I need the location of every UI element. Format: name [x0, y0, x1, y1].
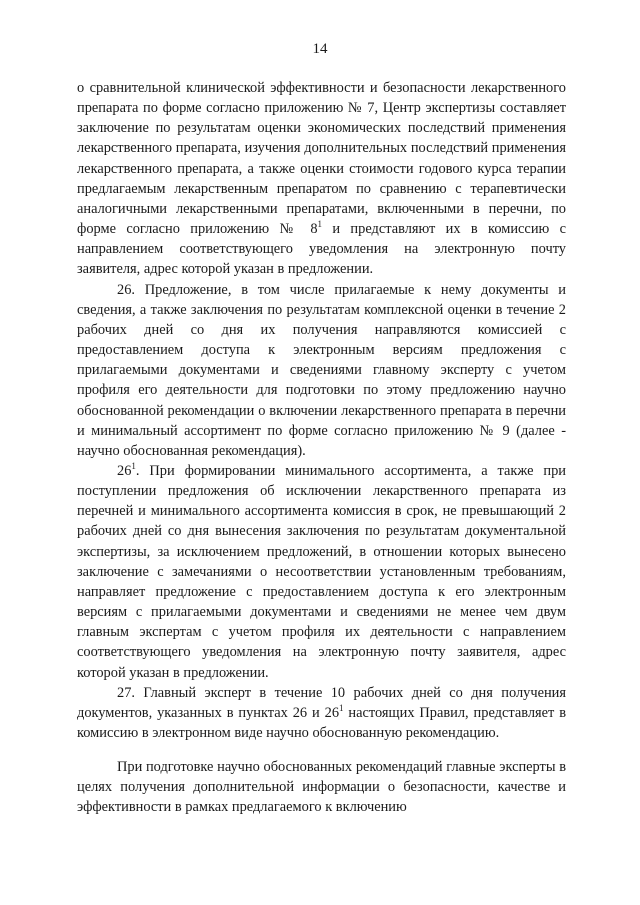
paragraph-text: При подготовке научно обоснованных рекомендаций главные эксперты в целях получения дополнительной информации о безопасности, качестве и эффективности в рамках предлагаемого к включению: [77, 759, 566, 816]
superscript: 1: [131, 460, 136, 471]
paragraph-text: и представляют их в комиссию с направлением соответствующего уведомления на электронную почту заявителя, адрес которой указан в предложении.: [77, 221, 566, 278]
page-number: 14: [312, 41, 328, 57]
paragraph-text: 26: [117, 462, 132, 479]
paragraph-text: 27. Главный эксперт в течение 10 рабочих дней со дня получения документов, указанных в пунктах 26 и 26: [77, 684, 566, 721]
superscript: 1: [317, 219, 323, 230]
document-body: [77, 78, 566, 818]
superscript: 1: [339, 702, 344, 713]
paragraph-text: . При формировании минимального ассортимента, а также при поступлении предложения об исключении лекарственного препарата из перечней и минимального ассортимента комиссия в срок, не превышающий 2 рабочих дней со дня вынесения заключения по результатам документальной экспертизы, за исключением предложений, в отношении которых вынесено заключение с замечаниями о несоответствии установленным требованиям, направляет предложение с предоставлением доступа к его электронным версиям с прилагаемыми документами и сведениями не менее чем двум главным экспертам с учетом профиля их деятельности с направлением соответствующего уведомления на электронную почту заявителя, адрес которой указан в предложении.: [77, 462, 566, 681]
paragraph-p26: [77, 280, 566, 461]
paragraph-text: настоящих Правил, представляет в комиссию в электронном виде научно обоснованную рекомендацию.: [77, 704, 566, 741]
paragraph-p27-cont: [77, 757, 566, 817]
paragraph-text: о сравнительной клинической эффективности и безопасности лекарственного препарата по форме согласно приложению № 7, Центр экспертизы составляет заключение по результатам оценки экономических последствий применения лекарственного препарата, изучения дополнительных последствий применения лекарственного препарата, а также оценки стоимости годового курса терапии предлагаемым лекарственным препаратом по сравнению с терапевтически аналогичными лекарственными препаратами, включенными в перечни, по форме согласно приложению № 8: [77, 80, 566, 238]
paragraph-p27: [77, 683, 566, 743]
paragraph-p1: [77, 78, 566, 280]
paragraph-text: 26. Предложение, в том числе прилагаемые к нему документы и сведения, а также заключения по результатам комплексной оценки в течение 2 рабочих дней со дня их получения направляются комиссией с предоставлением доступа к электронным версиям предложения с прилагаемыми документами и сведениями главному эксперту с учетом профиля его деятельности для подготовки по этому предложению научно обоснованной рекомендации о включении лекарственного препарата в перечни и минимальный ассортимент по форме согласно приложению № 9 (далее - научно обоснованная рекомендация).: [77, 281, 566, 459]
paragraph-p26-1: [77, 461, 566, 683]
